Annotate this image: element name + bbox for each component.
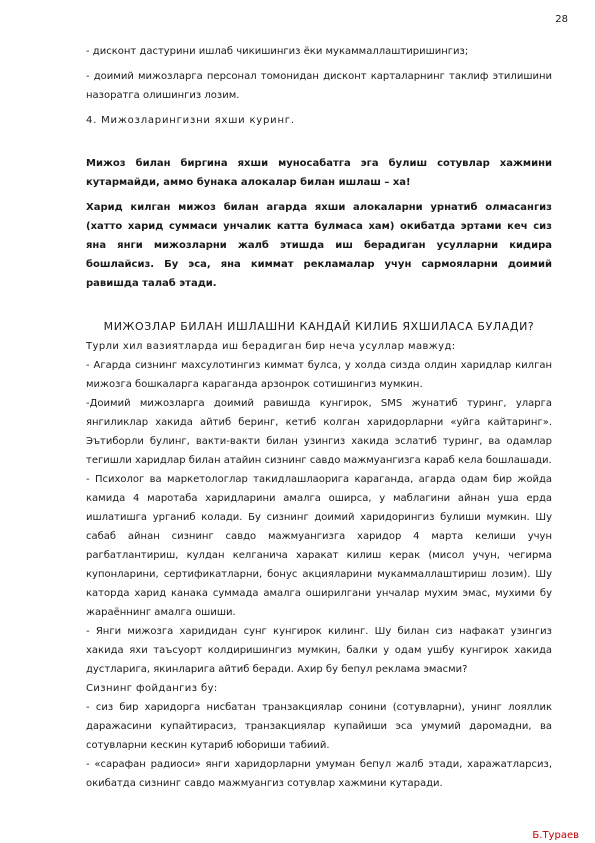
intro-line: Турли хил вазиятларда иш берадиган бир неча усуллар мавжуд: [86,341,456,352]
author-signature: Б.Тураев [532,830,579,841]
body-paragraph-four-purchases: - Психолог ва маркетологлар такидлашлаорига караганда, агарда одам бир жойда камида 4 маротаба харидларини амалга оширса, у маблагини айнан уша ерда ишлатишга урганиб колади. Бу сизнинг доимий харидорингиз булиши мумкин. Шу сабаб айнан сизнинг савдо мажмуангизга харидор 4 марта келиши учун рагбатлантириш, кулдан келганича харакат килиш керак (мисол учун, чегирма купонларини, сертификатларни, бонус акцияларини мукаммаллаштириш лозим). Шу каторда харид канака суммада амалга оширилгани унчалар мухим эмас, мухими бу жараённинг амалга ошиши. [86,474,552,618]
body-paragraph-regular-customers: -Доимий мижозларга доимий равишда кунгирок, SMS жунатиб туринг, уларга янгиликлар хакида айтиб беринг, кетиб колган харидорларни «уйга кайтаринг». Эътиборли булинг, вакти-вакти билан узингиз хакида эслатиб туринг, ва одамлар тегишли харидлар билан атайин сизнинг савдо мажмуангизга караб кела бошлашади. [86,398,552,466]
body-paragraph-follow-up-call: - Янги мижозга харидидан сунг кунгирок килинг. Шу билан сиз нафакат узингиз хакида яхи таъсуорт колдиришингиз мумкин, балки у одам ушбу кунгирок хакида дустларига, якинларига айтиб беради. Ахир бу бепул реклама эмасми? [86,626,552,675]
chapter-title: МИЖОЗЛАР БИЛАН ИШЛАШНИ КАНДАЙ КИЛИБ ЯХШИЛАСА БУЛАДИ? [103,320,535,333]
benefit-paragraph-transactions: - сиз бир харидорга нисбатан транзакциялар сонини (сотувларни), унинг лояллик даражасини купайтирасиз, транзакциялар купайиши эса умумий даромадни, ва сотувларни кескин кутариб юбориши табиий. [86,702,552,751]
bold-paragraph-relations: Мижоз билан биргина яхши муносабатга эга булиш сотувлар хажмини кутармайди, аммо бунака алокалар билан ишлаш – ха! [86,158,552,188]
page-number: 28 [555,14,568,25]
paragraph-discount-control: - доимий мижозларга персонал томонидан дисконт карталарнинг таклиф этилишини назоратга олишингиз лозим. [86,71,552,101]
bold-paragraph-retention: Харид килган мижоз билан агарда яхши алокаларни урнатиб олмасангиз (хатто харид суммаси унчалик катта булмаса хам) окибатда эртами кеч сиз яна янги мижозларни жалб этишда иш берадиган усулларни кидира бошлайсиз. Бу эса, яна киммат рекламалар учун сармояларни доимий равишда талаб этади. [86,202,552,289]
paragraph-discount-program: - дисконт дастурини ишлаб чикишингиз ёки мукаммаллаштиришингиз; [86,46,469,57]
benefit-paragraph-word-of-mouth: - «сарафан радиоси» янги харидорларни умуман бепул жалб этади, харажатларсиз, окибатда сизнинг савдо мажмуангиз сотувлар хажмини кутаради. [86,759,552,789]
benefits-heading: Сизнинг фойдангиз бу: [86,683,218,694]
body-paragraph-expensive-product: - Агарда сизнинг махсулотингиз киммат булса, у холда сизда олдин харидлар килган мижозга бошкаларга караганда арзонрок сотишингиз мумкин. [86,360,552,390]
document-body [86,42,552,793]
section-heading: 4. Мижозларингизни яхши куринг. [86,115,295,126]
